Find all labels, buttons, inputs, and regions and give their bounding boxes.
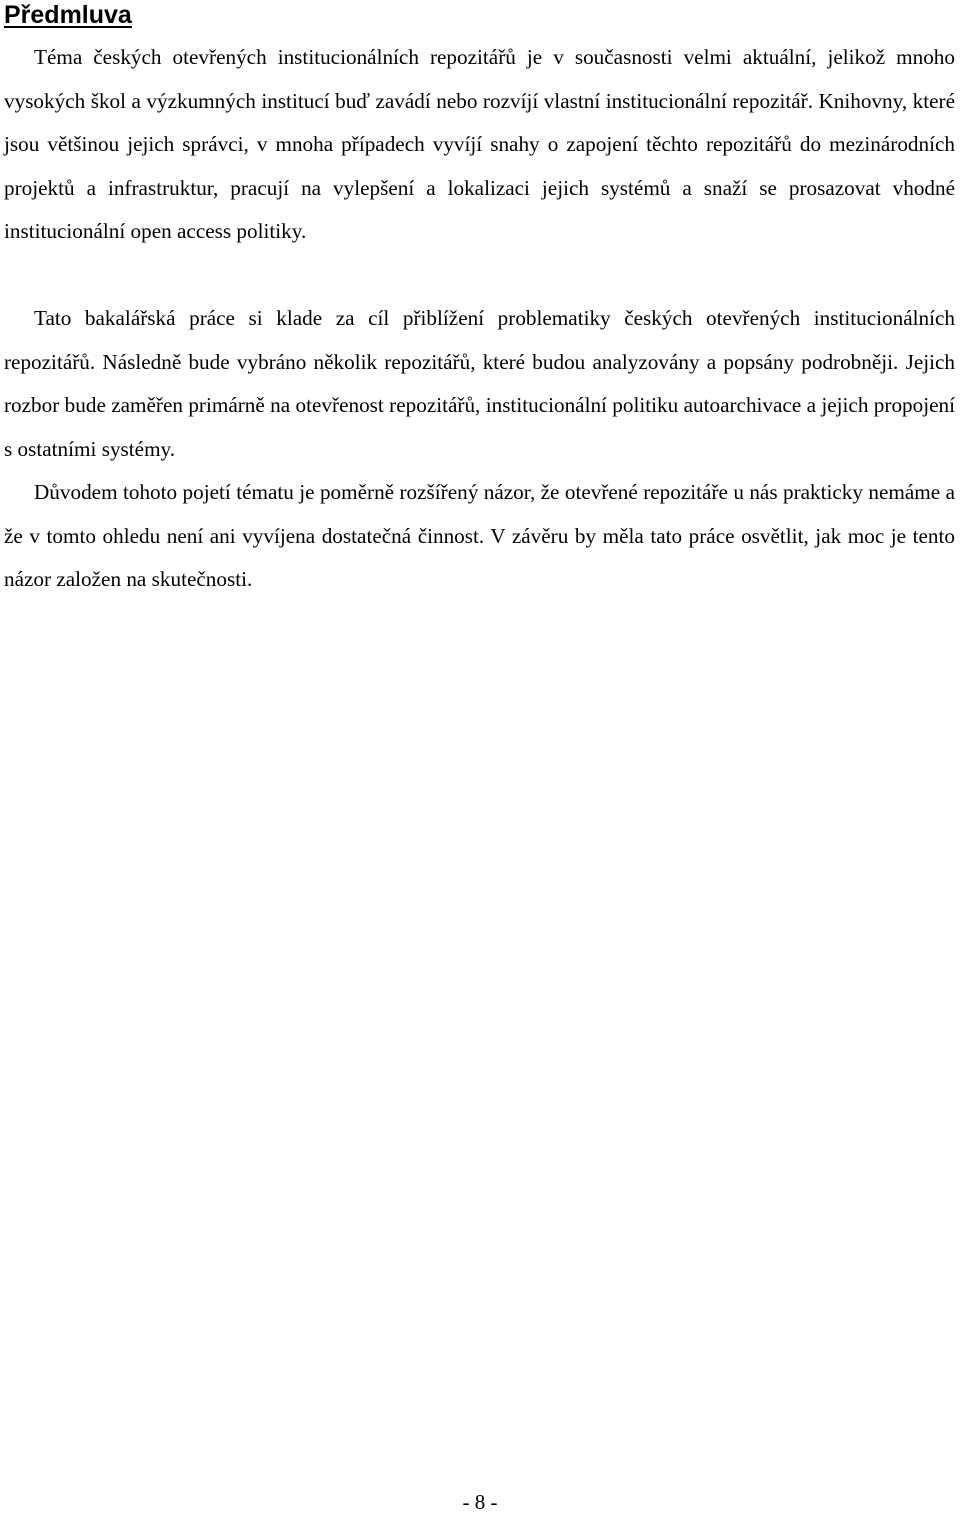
- paragraph-intro: Téma českých otevřených institucionálních repozitářů je v současnosti velmi aktuální, jelikož mnoho vysokých škol a výzkumných institucí buď zavádí nebo rozvíjí vlastní institucionální repozitář. Knihovny, které jsou většinou jejich správci, v mnoha případech vyvíjí snahy o zapojení těchto repozitářů do mezinárodních projektů a infrastruktur, pracují na vylepšení a lokalizaci jejich systémů a snaží se prosazovat vhodné institucionální open access politiky.: [4, 45, 955, 244]
- page-heading: Předmluva: [4, 1, 132, 29]
- page-number: - 8 -: [462, 1490, 498, 1514]
- paragraph-motivation: Důvodem tohoto pojetí tématu je poměrně rozšířený názor, že otevřené repozitáře u nás prakticky nemáme a že v tomto ohledu není ani vyvíjena dostatečná činnost. V závěru by měla tato práce osvětlit, jak moc je tento názor založen na skutečnosti.: [4, 480, 955, 592]
- paragraph-goal: Tato bakalářská práce si klade za cíl přiblížení problematiky českých otevřených institucionálních repozitářů. Následně bude vybráno několik repozitářů, které budou analyzovány a popsány podrobněji. Jejich rozbor bude zaměřen primárně na otevřenost repozitářů, institucionální politiku autoarchivace a jejich propojení s ostatními systémy.: [4, 306, 955, 461]
